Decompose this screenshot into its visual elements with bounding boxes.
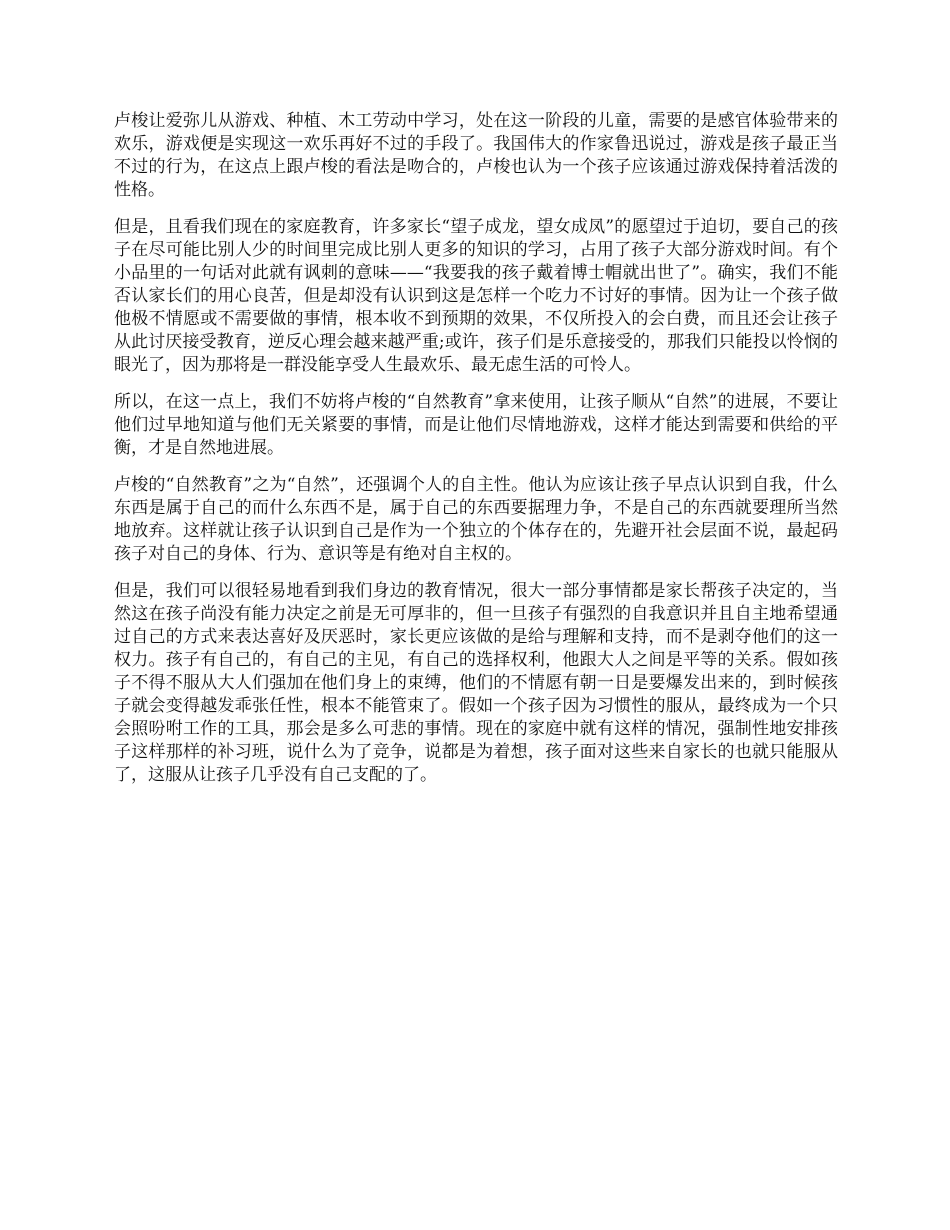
- document-body: [114, 110, 838, 801]
- paragraph-2: 但是，且看我们现在的家庭教育，许多家长“望子成龙，望女成凤”的愿望过于迫切，要自己的孩子在尽可能比别人少的时间里完成比别人更多的知识的学习，占用了孩子大部分游戏时间。有个小品里的一句话对此就有讽刺的意味——“我要我的孩子戴着博士帽就出世了”。确实，我们不能否认家长们的用心良苦，但是却没有认识到这是怎样一个吃力不讨好的事情。因为让一个孩子做他极不情愿或不需要做的事情，根本收不到预期的效果，不仅所投入的会白费，而且还会让孩子从此讨厌接受教育，逆反心理会越来越严重;或许，孩子们是乐意接受的，那我们只能投以怜悯的眼光了，因为那将是一群没能享受人生最欢乐、最无虑生活的可怜人。: [114, 217, 838, 375]
- paragraph-5: 但是，我们可以很轻易地看到我们身边的教育情况，很大一部分事情都是家长帮孩子决定的，当然这在孩子尚没有能力决定之前是无可厚非的，但一旦孩子有强烈的自我意识并且自主地希望通过自己的方式来表达喜好及厌恶时，家长更应该做的是给与理解和支持，而不是剥夺他们的这一权力。孩子有自己的，有自己的主见，有自己的选择权利，他跟大人之间是平等的关系。假如孩子不得不服从大人们强加在他们身上的束缚，他们的不情愿有朝一日是要爆发出来的，到时候孩子就会变得越发乖张任性，根本不能管束了。假如一个孩子因为习惯性的服从，最终成为一个只会照吩咐工作的工具，那会是多么可悲的事情。现在的家庭中就有这样的情况，强制性地安排孩子这样那样的补习班，说什么为了竞争，说都是为着想，孩子面对这些来自家长的也就只能服从了，这服从让孩子几乎没有自己支配的了。: [114, 581, 838, 785]
- paragraph-3: 所以，在这一点上，我们不妨将卢梭的“自然教育”拿来使用，让孩子顺从“自然”的进展，不要让他们过早地知道与他们无关紧要的事情，而是让他们尽情地游戏，这样才能达到需要和供给的平衡，才是自然地进展。: [114, 392, 838, 458]
- paragraph-4: 卢梭的“自然教育”之为“自然”，还强调个人的自主性。他认为应该让孩子早点认识到自我，什么东西是属于自己的而什么东西不是，属于自己的东西要据理力争，不是自己的东西就要理所当然地放弃。这样就让孩子认识到自己是作为一个独立的个体存在的，先避开社会层面不说，最起码孩子对自己的身体、行为、意识等是有绝对自主权的。: [114, 475, 838, 564]
- paragraph-1: 卢梭让爱弥儿从游戏、种植、木工劳动中学习，处在这一阶段的儿童，需要的是感官体验带来的欢乐，游戏便是实现这一欢乐再好不过的手段了。我国伟大的作家鲁迅说过，游戏是孩子最正当不过的行为，在这点上跟卢梭的看法是吻合的，卢梭也认为一个孩子应该通过游戏保持着活泼的性格。: [114, 111, 838, 200]
